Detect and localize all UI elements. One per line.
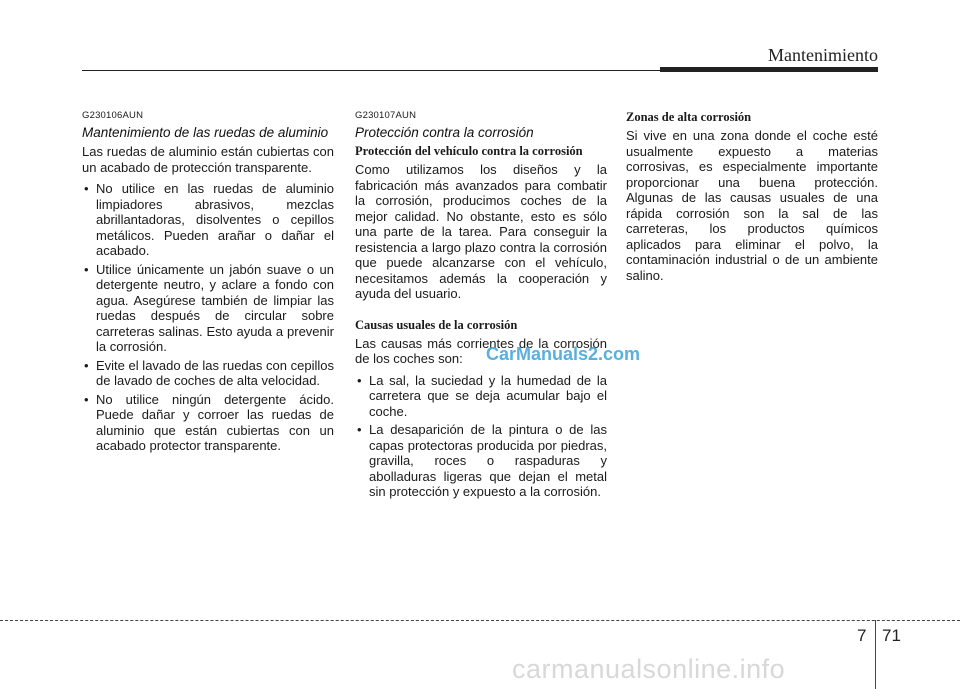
section-title: Mantenimiento de las ruedas de aluminio [82,125,329,140]
list-item: • La desaparición de la pintura o de las capas protectoras producida por piedras, gravilla, roces o raspaduras y abolladuras ligeras que dejan el metal sin protección y expuesto a la corrosión. [355,422,607,500]
page-number-divider [875,620,876,689]
subsection-title: Causas usuales de la corrosión [355,317,518,332]
list-item: • La sal, la suciedad y la humedad de la carretera que se deja acumular bajo el coche. [355,373,607,420]
subsection-title: Zonas de alta corrosión [626,110,752,124]
chapter-number: 7 [857,626,867,645]
header-rule-thick [660,67,878,72]
list-item: • Evite el lavado de las ruedas con cepillos de lavado de coches de alta velocidad. [82,358,334,389]
list-item: • Utilice únicamente un jabón suave o un detergente neutro, y aclare a fondo con agua. Asegúrese también de limpiar las ruedas después de circular sobre carreteras salinas. Esto ayuda a prevenir la corrosión. [82,262,334,355]
watermark-text: CarManuals2.com [486,344,641,364]
list-item: • No utilice ningún detergente ácido. Puede dañar y corroer las ruedas de aluminio que están cubiertas con un acabado protector transparente. [82,392,334,454]
page-header-title: Mantenimiento [768,45,878,65]
bullet-list [355,373,607,500]
section-code: G230107AUN [355,110,417,121]
bullet-list [82,181,334,454]
list-item: • No utilice en las ruedas de aluminio limpiadores abrasivos, mezclas abrillantadoras, disolventes o cepillos metálicos. Pueden arañar o dañar el acabado. [82,181,334,259]
footer-rule [0,620,960,621]
intro-paragraph: Las ruedas de aluminio están cubiertas con un acabado de protección transparente. [82,144,334,175]
paragraph: Las causas más corrientes de la corrosión de los coches son: [355,335,607,366]
footer-site-watermark: carmanualsonline.info [512,654,786,684]
paragraph: Si vive en una zona donde el coche esté usualmente expuesto a materias corrosivas, es especialmente importante proporcionar una buena protección. Algunas de las causas usuales de una rápida corrosión son la sal de las carreteras, los productos químicos aplicados para eliminar el polvo, la contaminación industrial o de un ambiente salino. [626,128,878,283]
column-high-corrosion-zones [626,110,878,289]
column-aluminum-wheels [82,110,334,457]
column-corrosion-protection [355,110,607,503]
page-number: 71 [882,626,901,645]
section-code: G230106AUN [82,110,144,121]
paragraph: Como utilizamos los diseños y la fabricación más avanzados para combatir la corrosión, producimos coches de la mejor calidad. No obstante, esto es sólo una parte de la tarea. Para conseguir la resistencia a largo plazo contra la corrosión que puede alcanzarse con el vehículo, necesitamos además la cooperación y ayuda del usuario. [355,162,607,301]
subsection-title: Protección del vehículo contra la corrosión [355,144,583,158]
section-title: Protección contra la corrosión [355,125,534,140]
header-rule-thin [82,70,660,71]
